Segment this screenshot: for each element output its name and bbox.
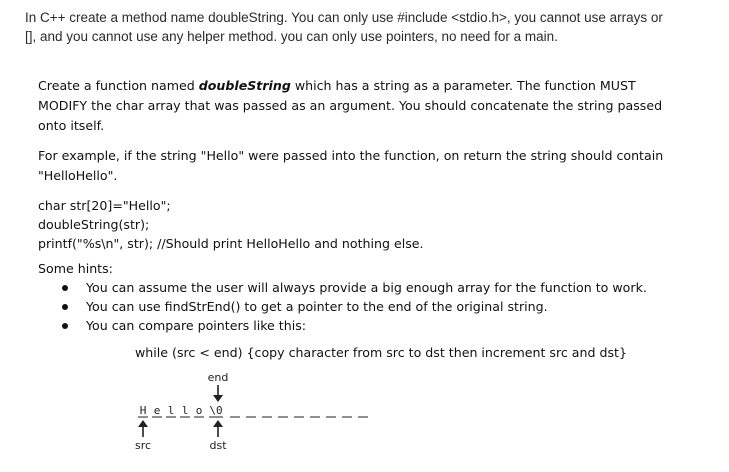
char-cell: o bbox=[195, 404, 203, 417]
hints-title: Some hints: bbox=[38, 261, 113, 276]
down-arrow-icon bbox=[213, 385, 223, 402]
question-text bbox=[25, 8, 705, 46]
char-cell: l bbox=[167, 404, 175, 417]
example-paragraph bbox=[38, 146, 663, 186]
question-line-2: [], and you cannot use any helper method. you can only use pointers, no need for a main. bbox=[25, 29, 558, 44]
dst-label: dst bbox=[209, 439, 227, 452]
char-cell: e bbox=[153, 404, 161, 417]
example-line-1: For example, if the string "Hello" were passed into the function, on return the string should contain bbox=[38, 148, 664, 163]
bullet-icon bbox=[62, 285, 68, 291]
description-paragraph bbox=[38, 76, 662, 136]
code-line-3: printf("%s\n", str); //Should print HelloHello and nothing else. bbox=[38, 236, 424, 251]
example-line-2: "HelloHello". bbox=[38, 168, 118, 183]
code-line-2: doubleString(str); bbox=[38, 217, 150, 232]
end-label: end bbox=[207, 371, 229, 384]
desc-text: Create a function named bbox=[38, 78, 199, 93]
question-line-1: In C++ create a method name doubleString. You can only use #include <stdio.h>, you cannot use arrays or bbox=[25, 10, 663, 25]
src-label: src bbox=[134, 439, 152, 452]
desc-text: which has a string as a parameter. The function MUST bbox=[290, 78, 636, 93]
while-pseudocode: while (src < end) {copy character from src to dst then increment src and dst} bbox=[135, 345, 628, 360]
up-arrow-icon bbox=[213, 420, 223, 437]
hint-item: You can assume the user will always provide a big enough array for the function to work. bbox=[38, 278, 647, 297]
bullet-icon bbox=[62, 323, 68, 329]
char-cell: l bbox=[181, 404, 189, 417]
char-cell: \0 bbox=[209, 404, 223, 417]
up-arrow-icon bbox=[138, 420, 148, 437]
function-name: doubleString bbox=[198, 78, 291, 93]
desc-line-2: MODIFY the char array that was passed as an argument. You should concatenate the string passed bbox=[38, 98, 663, 113]
hint-item: You can use findStrEnd() to get a pointer to the end of the original string. bbox=[38, 297, 647, 316]
char-cell: H bbox=[139, 404, 147, 417]
code-line-1: char str[20]="Hello"; bbox=[38, 198, 171, 213]
hints-list bbox=[38, 278, 647, 335]
desc-line-3: onto itself. bbox=[38, 118, 105, 133]
bullet-icon bbox=[62, 304, 68, 310]
hint-item: You can compare pointers like this: bbox=[38, 316, 647, 335]
code-example bbox=[38, 196, 424, 253]
